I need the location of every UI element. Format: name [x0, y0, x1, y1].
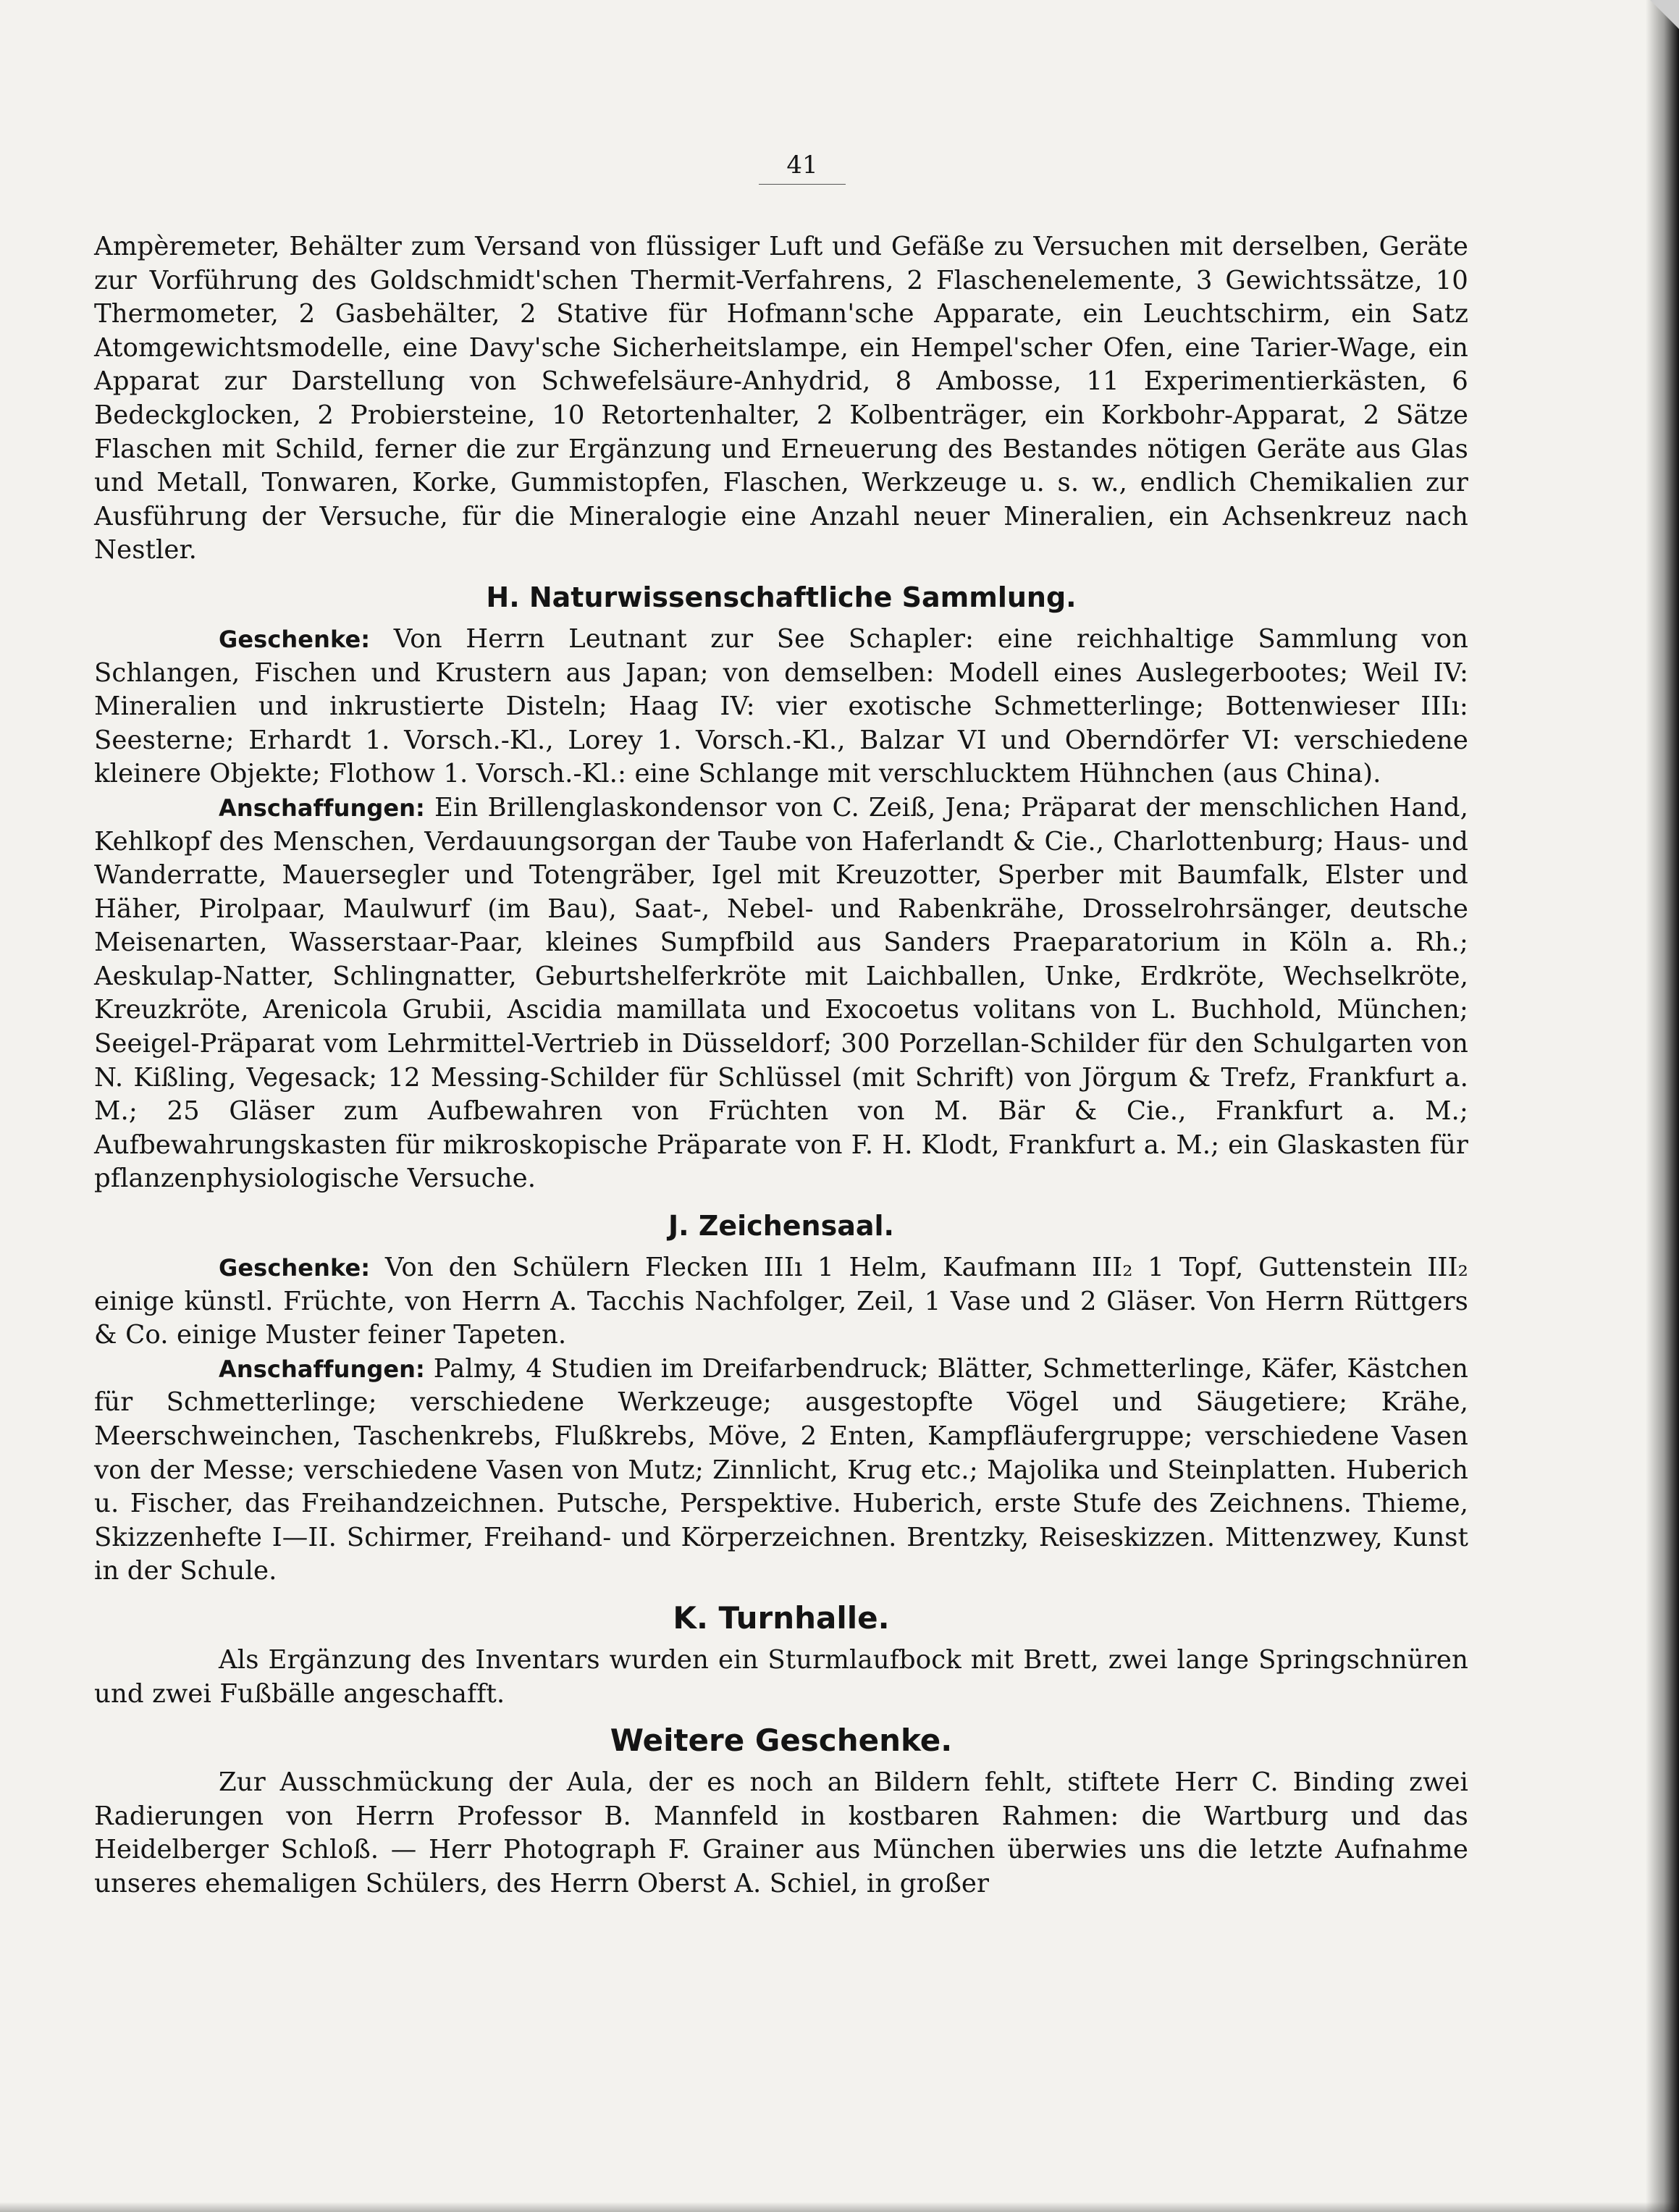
section-j-gifts [94, 1251, 1468, 1353]
section-h-acquisitions [94, 791, 1468, 1196]
intro-paragraph: Ampèremeter, Behälter zum Versand von flüssiger Luft und Gefäße zu Versuchen mit derselben, Geräte zur Vorführung des Goldschmidt'schen Thermit-Verfahrens, 2 Flaschenelemente, 3 Gewichtssätze, 10 Thermometer, 2 Gasbehälter, 2 Stative für Hofmann'sche Apparate, ein Leuchtschirm, ein Satz Atomgewichtsmodelle, eine Davy'sche Sicherheitslampe, ein Hempel'scher Ofen, eine Tarier-Wage, ein Apparat zur Darstellung von Schwefelsäure-Anhydrid, 8 Ambosse, 11 Experimentierkästen, 6 Bedeckglocken, 2 Probiersteine, 10 Retortenhalter, 2 Kolbenträger, ein Korkbohr-Apparat, 2 Sätze Flaschen mit Schild, ferner die zur Ergänzung und Erneuerung des Bestandes nötigen Geräte aus Glas und Metall, Tonwaren, Korke, Gummistopfen, Flaschen, Werkzeuge u. s. w., endlich Chemikalien zur Ausführung der Versuche, für die Mineralogie eine Anzahl neuer Mineralien, ein Achsenkreuz nach Nestler. [94, 232, 1468, 565]
page-content [94, 230, 1468, 1901]
page-corner-fold [1650, 0, 1679, 29]
section-h-gifts-text: Von Herrn Leutnant zur See Schapler: eine reichhaltige Sammlung von Schlangen, Fischen und Krustern aus Japan; von demselben: Modell eines Auslegerbootes; Weil IV: Mineralien und inkrustierte Disteln; Haag IV: vier exotische Schmetterlinge; Bottenwieser IIIı: Seesterne; Erhardt 1. Vorsch.-Kl., Lorey 1. Vorsch.-Kl., Balzar VI und Oberndörfer VI: verschiedene kleinere Objekte; Flothow 1. Vorsch.-Kl.: eine Schlange mit verschlucktem Hühnchen (aus China). [94, 623, 1469, 789]
page-edge-shadow [1646, 0, 1679, 2212]
section-j-acquisitions [94, 1353, 1468, 1589]
section-heading-naturwissenschaftliche-sammlung: H. Naturwissenschaftliche Sammlung. [486, 581, 1077, 613]
page-bottom-shadow [0, 2202, 1679, 2212]
section-k-text: Als Ergänzung des Inventars wurden ein Sturmlaufbock mit Brett, zwei lange Springschnüren und zwei Fußbälle angeschafft. [94, 1644, 1468, 1709]
section-h-gifts [94, 623, 1468, 791]
page-number: 41 [759, 151, 846, 185]
section-h-acquisitions-text: Ein Brillenglaskondensor von C. Zeiß, Jena; Präparat der menschlichen Hand, Kehlkopf des Menschen, Verdauungsorgan der Taube von Haferlandt & Cie., Charlottenburg; Haus- und Wanderratte, Mauersegler und Totengräber, Igel mit Kreuzotter, Sperber mit Baumfalk, Elster und Häher, Pirolpaar, Maulwurf (im Bau), Saat-, Nebel- und Rabenkrähe, Drosselrohrsänger, deutsche Meisenarten, Wasserstaar-Paar, kleines Sumpfbild aus Sanders Praeparatorium in Köln a. Rh.; Aeskulap-Natter, Schlingnatter, Geburtshelferkröte mit Laichballen, Unke, Erdkröte, Wechselkröte, Kreuzkröte, Arenicola Grubii, Ascidia mamillata und Exocoetus volitans von L. Buchhold, München; Seeigel-Präparat vom Lehrmittel-Vertrieb in Düsseldorf; 300 Porzellan-Schilder für den Schulgarten von N. Kißling, Vegesack; 12 Messing-Schilder für Schlüssel (mit Schrift) von Jörgum & Trefz, Frankfurt a. M.; 25 Gläser zum Aufbewahren von Früchten von M. Bär & Cie., Frankfurt a. M.; Aufbewahrungskasten für mikroskopische Präparate von F. H. Klodt, Frankfurt a. M.; ein Glaskasten für pflanzenphysiologische Versuche. [94, 792, 1468, 1194]
section-heading-weitere-geschenke: Weitere Geschenke. [610, 1723, 953, 1759]
acquisitions-label: Anschaffungen: [219, 1355, 425, 1383]
acquisitions-label: Anschaffungen: [219, 794, 425, 822]
gifts-label: Geschenke: [219, 625, 371, 653]
gifts-label: Geschenke: [219, 1254, 371, 1282]
section-j-acquisitions-text: Palmy, 4 Studien im Dreifarbendruck; Blätter, Schmetterlinge, Käfer, Kästchen für Schmetterlinge; verschiedene Werkzeuge; ausgestopfte Vögel und Säugetiere; Krähe, Meerschweinchen, Taschenkrebs, Flußkrebs, Möve, 2 Enten, Kampfläufergruppe; verschiedene Vasen von der Messe; verschiedene Vasen von Mutz; Zinnlicht, Krug etc.; Majolika und Steinplatten. Huberich u. Fischer, das Freihandzeichnen. Putsche, Perspektive. Huberich, erste Stufe des Zeichnens. Thieme, Skizzenhefte I—II. Schirmer, Freihand- und Körperzeichnen. Brentzky, Reiseskizzen. Mittenzwey, Kunst in der Schule. [94, 1353, 1468, 1586]
section-heading-zeichensaal: J. Zeichensaal. [668, 1210, 894, 1242]
section-heading-turnhalle: K. Turnhalle. [673, 1599, 890, 1636]
section-j-gifts-text: Von den Schülern Flecken IIIı 1 Helm, Kaufmann III₂ 1 Topf, Guttenstein III₂ einige künstl. Früchte, von Herrn A. Tacchis Nachfolger, Zeil, 1 Vase und 2 Gläser. Von Herrn Rüttgers & Co. einige Muster feiner Tapeten. [94, 1253, 1468, 1350]
section-more-text: Zur Ausschmückung der Aula, der es noch an Bildern fehlt, stiftete Herr C. Binding zwei Radierungen von Herrn Professor B. Mannfeld in kostbaren Rahmen: die Wartburg und das Heidelberger Schloß. — Herr Photograph F. Grainer aus München überwies uns die letzte Aufnahme unseres ehemaligen Schülers, des Herrn Oberst A. Schiel, in großer [94, 1767, 1468, 1898]
